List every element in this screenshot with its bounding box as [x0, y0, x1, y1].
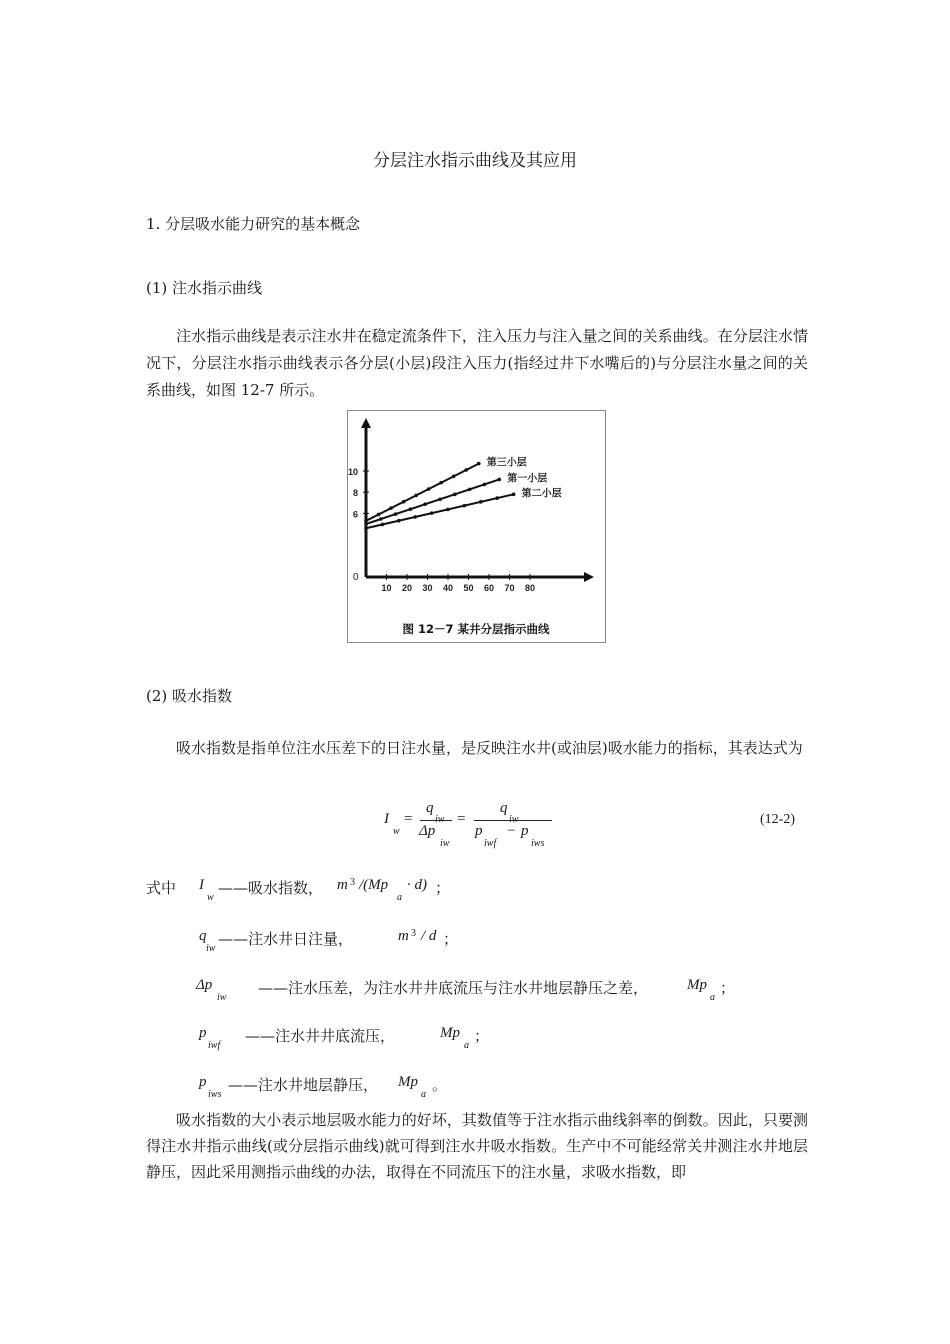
def3-end: ；	[720, 979, 736, 997]
def1-symbol-sub: w	[207, 892, 214, 903]
def1-unit-d: · d)	[407, 877, 427, 893]
def1-unit-m: m	[337, 877, 348, 893]
figure-caption: 图 12－7 某井分层指示曲线	[402, 622, 550, 636]
series-point	[427, 487, 431, 491]
def3-symbol-sub: iw	[217, 992, 227, 1003]
series-point	[483, 483, 487, 487]
document-title: 分层注水指示曲线及其应用	[373, 151, 577, 171]
x-tick-label: 20	[401, 583, 413, 593]
series-point	[364, 522, 368, 526]
series-point	[379, 517, 383, 521]
formula-number: (12-2)	[760, 812, 795, 827]
def2-end: ；	[443, 930, 459, 948]
def1-unit-exp: 3	[350, 877, 355, 888]
def2-unit-exp: 3	[411, 928, 416, 939]
series-point	[439, 481, 443, 485]
formula-num1-q: q	[426, 800, 434, 816]
formula-minus: −	[507, 823, 516, 839]
series-label: 第三小层	[486, 457, 527, 469]
formula-den2-sub1: iwf	[484, 838, 497, 849]
series-point	[394, 512, 398, 516]
def5-end: 。	[432, 1076, 448, 1094]
series-point	[438, 497, 442, 501]
series-point	[468, 488, 472, 492]
series-point	[452, 475, 456, 479]
origin-label: 0	[353, 572, 359, 583]
def4-unit-sub: a	[464, 1040, 469, 1051]
paragraph-index-meaning: 吸水指数的大小表示地层吸水能力的好坏，其数值等于注水指示曲线斜率的倒数。因此，只要测得注水井指示曲线(或分层指示曲线)就可得到注水井吸水指数。生产中不可能经常关井测注水井地层静压，因此采用测指示曲线的办法，取得在不同流压下的注水量，求吸水指数，即	[146, 1111, 808, 1181]
formula-eq-2: =	[457, 811, 466, 827]
series-point	[402, 500, 406, 504]
formula-den2-p2: p	[521, 823, 529, 839]
x-tick-label: 60	[483, 583, 495, 593]
series-point	[423, 502, 427, 506]
def4-text: ——注水井井底流压，	[245, 1027, 396, 1045]
series-point	[512, 493, 516, 497]
fraction-bar-2	[474, 820, 552, 821]
def3-text: ——注水压差，为注水井井底流压与注水井地层静压之差，	[258, 979, 649, 997]
y-tick-label: 6	[352, 509, 358, 520]
series-point	[397, 519, 401, 523]
def2-unit-m: m	[398, 928, 409, 944]
formula-num2-sub: iw	[509, 814, 519, 825]
def2-symbol: q	[199, 928, 207, 944]
series-point	[409, 507, 413, 511]
def5-symbol-sub: iws	[208, 1089, 222, 1100]
x-tick-label: 30	[422, 583, 433, 593]
formula-num1-sub: iw	[435, 814, 445, 825]
formula-lhs-sub: w	[393, 826, 400, 837]
formula-den2-sub2: iws	[531, 838, 545, 849]
def4-unit: Mp	[440, 1025, 460, 1041]
paragraph-water-intake-index: 吸水指数是指单位注水压差下的日注水量，是反映注水井(或油层)吸水能力的指标，其表达式为	[176, 739, 803, 757]
figure-12-7	[347, 410, 606, 643]
section-heading-1: 1. 分层吸水能力研究的基本概念	[146, 215, 361, 233]
def1-unit-sub: a	[397, 892, 402, 903]
subheading-water-intake-index: (2) 吸水指数	[146, 687, 233, 705]
series-point	[381, 523, 385, 527]
def5-unit: Mp	[398, 1074, 418, 1090]
series-point	[414, 494, 418, 498]
layer-index-chart	[348, 411, 605, 642]
series-point	[377, 513, 381, 517]
series-point	[364, 526, 368, 530]
y-tick-label: 10	[348, 467, 358, 477]
formula-den1-sub: iw	[440, 838, 450, 849]
def3-symbol: Δp	[196, 977, 213, 993]
series-point	[477, 462, 481, 466]
def5-text: ——注水井地层静压，	[228, 1076, 379, 1094]
y-axis-arrow	[361, 418, 371, 428]
x-tick-label: 50	[463, 583, 474, 593]
def3-unit-sub: a	[710, 992, 715, 1003]
def2-symbol-sub: iw	[206, 943, 216, 954]
series-point	[364, 519, 368, 523]
series-point	[413, 515, 417, 519]
x-axis-arrow	[584, 572, 594, 582]
formula-den1-deltap: Δp	[419, 823, 436, 839]
def1-symbol: I	[199, 877, 204, 893]
def1-text: ——吸水指数，	[218, 879, 324, 897]
def1-unit-mp: /(Mp	[359, 877, 389, 893]
series-point	[389, 506, 393, 510]
def5-symbol: p	[199, 1074, 207, 1090]
def4-symbol-sub: iwf	[208, 1040, 221, 1051]
def3-unit: Mp	[687, 977, 707, 993]
series-point	[446, 508, 450, 512]
formula-lhs-var: I	[384, 811, 389, 827]
series-point	[464, 468, 468, 472]
formula-den2-p1: p	[475, 823, 483, 839]
formula-eq-1: =	[404, 811, 413, 827]
subheading-injection-curve: (1) 注水指示曲线	[146, 279, 263, 297]
series-point	[430, 511, 434, 515]
x-tick-label: 70	[504, 583, 515, 593]
x-tick-label: 10	[381, 583, 392, 593]
series-point	[497, 478, 501, 482]
series-point	[495, 496, 499, 500]
formula-num2-q: q	[500, 800, 508, 816]
series-point	[463, 504, 467, 508]
x-tick-label: 40	[442, 583, 454, 593]
paragraph-injection-curve: 注水指示曲线是表示注水井在稳定流条件下，注入压力与注入量之间的关系曲线。在分层注水情况下，分层注水指示曲线表示各分层(小层)段注入压力(指经过井下水嘴后的)与分层注水量之间的关系曲线，如图 12-7 所示。	[146, 327, 808, 399]
series-label: 第二小层	[521, 488, 562, 500]
x-tick-label: 80	[524, 583, 536, 593]
fraction-bar-1	[420, 820, 452, 821]
def2-text: ——注水井日注量，	[218, 930, 354, 948]
series-point	[479, 500, 483, 504]
y-tick-label: 8	[352, 488, 358, 499]
def4-end: ；	[474, 1027, 490, 1045]
def2-unit-d: / d	[421, 928, 437, 944]
definitions-prefix: 式中	[146, 879, 177, 897]
def5-unit-sub: a	[421, 1089, 426, 1100]
series-label: 第一小层	[507, 473, 548, 485]
def1-end: ；	[435, 879, 451, 897]
def4-symbol: p	[199, 1025, 207, 1041]
series-point	[453, 493, 457, 497]
